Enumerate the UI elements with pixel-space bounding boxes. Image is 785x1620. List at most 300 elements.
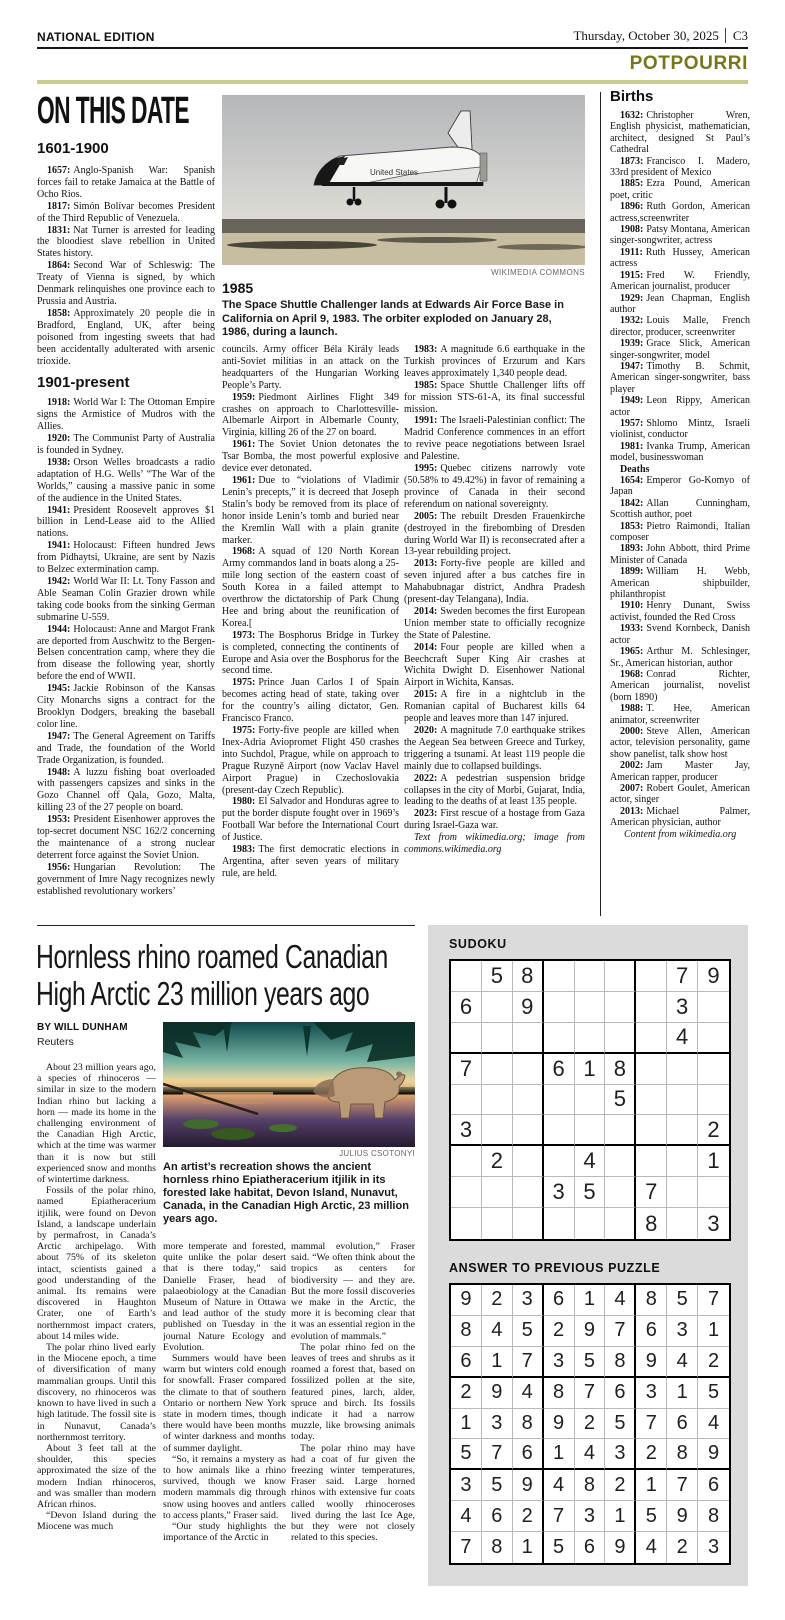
sudoku-cell: 8 <box>513 961 544 992</box>
death-text: Robert Goulet, American actor, singer <box>610 782 750 806</box>
death-entry: 1965: Arthur M. Schlesinger, Sr., American historian, author <box>610 646 750 669</box>
sudoku-cell: 8 <box>513 1409 544 1440</box>
sudoku-cell: 7 <box>482 1439 513 1470</box>
sudoku-cell: 4 <box>636 1532 667 1563</box>
sudoku-cell: 3 <box>513 1285 544 1316</box>
event-entry: 1945: Jackie Robinson of the Kansas City Monarchs signs a contract for the Brooklyn Dodgers, breaking the baseball color line. <box>37 683 215 730</box>
birth-text: Fred W. Friendly, American journalist, producer <box>610 269 750 293</box>
on-this-date-source-credit: Text from wikimedia.org; image from commons.wikimedia.org <box>404 832 585 856</box>
sudoku-cell: 7 <box>513 1347 544 1378</box>
event-text: Orson Welles broadcasts a radio adaptation of H.G. Wells’ “The War of the Worlds,” causing a massive panic in some of the audience in the United States. <box>37 456 215 504</box>
death-text: Pietro Raimondi, Italian composer <box>610 520 750 544</box>
sudoku-cell: 5 <box>544 1532 575 1563</box>
sudoku-cell <box>451 1208 482 1239</box>
sudoku-cell: 8 <box>636 1208 667 1239</box>
death-text: Emperor Go-Komyo of Japan <box>610 475 750 498</box>
event-text: The Bosphorus Bridge in Turkey is completed, connecting the continents of Europe and Asia over the Bosphorus for the second time. <box>222 629 399 677</box>
sudoku-cell: 5 <box>605 1409 636 1440</box>
sudoku-cell <box>544 1115 575 1146</box>
sudoku-cell <box>605 1146 636 1177</box>
sudoku-cell <box>575 1085 606 1116</box>
article-agency: Reuters <box>37 1036 74 1048</box>
paragraph-list <box>163 1241 286 1543</box>
sudoku-cell <box>544 1085 575 1116</box>
event-text: Sweden becomes the first European Union member state to officially recognize the State of Palestine. <box>404 605 585 641</box>
article-paragraph: “So, it remains a mystery as to how animals like a rhino survived, though we know modern mammals dig through snow using hooves and antlers to access plants,” Fraser said. <box>163 1453 286 1521</box>
sudoku-cell: 6 <box>544 1285 575 1316</box>
sudoku-cell <box>605 961 636 992</box>
birth-text: Ruth Hussey, American actress <box>610 246 750 270</box>
event-entry <box>222 344 399 392</box>
sudoku-cell <box>636 1085 667 1116</box>
sudoku-cell: 2 <box>544 1316 575 1347</box>
event-text: The General Agreement on Tariffs and Trade, the foundation of the World Trade Organization, is founded. <box>37 730 215 766</box>
birth-entry: 1915: Fred W. Friendly, American journalist, producer <box>610 269 750 293</box>
event-text: Forty-five people are killed when Inex-Adria Aviopromet Flight 450 crashes into Suchdol, Prague, while on approach to Prague Ruzyně Airport (now Vaclav Havel Airport Prague) in Czechoslovakia (present-day Czech Republic). <box>222 725 399 796</box>
event-text: A pedestrian suspension bridge collapses in the city of Morbi, Gujarat, India, leading to the deaths of at least 135 people. <box>404 772 585 808</box>
birth-text: Ivanka Trump, American model, businesswoman <box>610 440 750 464</box>
page-number: C3 <box>725 28 748 43</box>
sudoku-cell: 8 <box>451 1316 482 1347</box>
sudoku-cell <box>605 1115 636 1146</box>
sudoku-cell: 3 <box>544 1177 575 1208</box>
sudoku-cell: 4 <box>605 1285 636 1316</box>
event-entry: 1948: A luzzu fishing boat overloaded with passengers capsizes and sinks in the Gozo Channel off Qala, Gozo, Malta, killing 23 of the 27 people on board. <box>37 766 215 814</box>
sudoku-answer-title: ANSWER TO PREVIOUS PUZZLE <box>449 1261 661 1275</box>
sudoku-cell <box>667 1054 698 1085</box>
sudoku-cell <box>636 1146 667 1177</box>
sudoku-cell: 5 <box>636 1501 667 1532</box>
sudoku-cell: 2 <box>636 1439 667 1470</box>
sudoku-cell: 6 <box>482 1501 513 1532</box>
births-source-credit: Content from wikimedia.org <box>624 828 737 840</box>
death-entry: 1842: Allan Cunningham, Scottish author, poet <box>610 497 750 521</box>
headline-line-2: High Arctic 23 million years ago <box>36 975 370 1012</box>
sudoku-cell: 9 <box>482 1378 513 1409</box>
death-text: Jam Master Jay, American rapper, producer <box>610 760 750 783</box>
sudoku-cell: 3 <box>667 992 698 1023</box>
sudoku-cell: 3 <box>605 1439 636 1470</box>
sudoku-cell: 7 <box>667 961 698 992</box>
sudoku-cell: 5 <box>482 1470 513 1501</box>
event-text: Piedmont Airlines Flight 349 crashes on approach to Charlottesville-Albemarle Airport in Albemarle County, Virginia, killing 26 of the 27 on board. <box>222 391 399 439</box>
event-text: Prince Juan Carlos I of Spain becomes acting head of state, taking over for the country’s ailing dictator, Gen. Francisco Franco. <box>222 677 399 725</box>
sudoku-answer-grid <box>449 1283 731 1565</box>
sudoku-cell <box>605 992 636 1023</box>
event-text: Holocaust: Fifteen hundred Jews from Pidhaytsi, Ukraine, are sent by Nazis to Belzec extermination camp. <box>37 540 215 576</box>
event-text: Simón Bolívar becomes President of the Third Republic of Venezuela. <box>37 200 215 224</box>
death-text: Steve Allen, American actor, television personality, game show panelist, talk show host <box>610 725 750 760</box>
birth-text: Christopher Wren, English physicist, mathematician, architect, designed St Paul’s Cathedral <box>610 110 750 156</box>
death-entry: 1654: Emperor Go-Komyo of Japan <box>610 475 750 498</box>
sudoku-cell <box>513 1208 544 1239</box>
article-paragraph: Fossils of the polar rhino, named Epiatheracerium itjilik, were found on Devon Island, a landscape underlain by permafrost, in Canada’s Arctic archipelago. With about 75% of its skeleton intact, scientists gained a good understanding of the animal. Its remains were discovered in Haughton Crater, one of Earth’s northernmost impact craters, about 14 miles wide. <box>37 1185 156 1342</box>
event-entry: 1985: Space Shuttle Challenger lifts off for mission STS-61-A, its final successful mission. <box>404 379 585 415</box>
birth-text: Patsy Montana, American singer-songwriter, actress <box>610 224 750 247</box>
sudoku-cell: 8 <box>605 1054 636 1085</box>
birth-entry: 1929: Jean Chapman, English author <box>610 292 750 315</box>
event-text: El Salvador and Honduras agree to put the border dispute fought over in 1969’s Football War before the International Court of Justice. <box>222 796 399 844</box>
sudoku-cell: 4 <box>667 1347 698 1378</box>
on-this-date-column-2 <box>222 344 399 930</box>
event-entry: 1975: Forty-five people are killed when Inex-Adria Aviopromet Flight 450 crashes into Suchdol, Prague, while on approach to Prague Ruzyně Airport (now Vaclav Havel Airport Prague) in Czechoslovakia (present-day Czech Republic). <box>222 725 399 796</box>
sudoku-cell: 8 <box>698 1501 729 1532</box>
sudoku-cell <box>698 1085 729 1116</box>
event-text: President Eisenhower approves the top-secret document NSC 162/2 concerning the maintenance of a strong nuclear deterrent force against the Soviet Union. <box>37 814 215 861</box>
shuttle-photo-art <box>222 95 585 265</box>
sudoku-cell <box>636 961 667 992</box>
sudoku-cell: 9 <box>575 1316 606 1347</box>
death-text: William H. Webb, American shipbuilder, philanthropist <box>610 566 750 601</box>
sudoku-cell <box>698 1023 729 1054</box>
birth-entry: 1632: Christopher Wren, English physicist, mathematician, architect, designed St Paul’s Cathedral <box>610 110 750 156</box>
sudoku-cell: 7 <box>544 1501 575 1532</box>
event-entry: 1975: Prince Juan Carlos I of Spain becomes acting head of state, taking over for the country’s ailing dictator, Gen. Francisco Franco. <box>222 677 399 725</box>
article-column-3 <box>291 1241 415 1597</box>
rhino-art <box>163 1022 415 1147</box>
event-entry: 1920: The Communist Party of Australia is founded in Sydney. <box>37 433 215 457</box>
birth-entry: 1981: Ivanka Trump, American model, businesswoman <box>610 440 750 464</box>
event-entry: 1995: Quebec citizens narrowly vote (50.58% to 49.42%) in favor of remaining a province of Canada in their second referendum on national sovereignty. <box>404 463 585 510</box>
event-text: Anglo-Spanish War: Spanish forces fail to retake Jamaica at the Battle of Ocho Rios. <box>37 165 215 200</box>
births-column <box>610 88 750 918</box>
event-entry: 1983: The first democratic elections in Argentina, after seven years of military rule, are held. <box>222 844 399 879</box>
event-entry: 1956: Hungarian Revolution: The government of Imre Nagy recognizes newly established revolutionary workers’ <box>37 861 215 897</box>
sudoku-cell: 4 <box>667 1023 698 1054</box>
birth-entry: 1885: Ezra Pound, American poet, critic <box>610 178 750 201</box>
article-paragraph: About 3 feet tall at the shoulder, this species approximated the size of the modern Indian rhinoceros, and was smaller than modern African rhinos. <box>37 1442 156 1510</box>
sudoku-cell <box>667 1085 698 1116</box>
birth-text: Louis Malle, French director, producer, screenwriter <box>610 315 750 338</box>
photo-caption: The Space Shuttle Challenger lands at Edwards Air Force Base in California on April 9, 1983. The orbiter exploded on January 28, 1986, during a launch. <box>222 299 564 338</box>
event-entry: 1968: A squad of 120 North Korean Army commandos land in boats along a 25-mile long section of the eastern coast of South Korea in a failed attempt to overthrow the dictatorship of Park Chung Hee and bring about the reunification of Korea.[ <box>222 546 399 629</box>
sudoku-cell: 9 <box>544 1409 575 1440</box>
sudoku-cell <box>482 992 513 1023</box>
sudoku-cell <box>451 1085 482 1116</box>
event-entry: 1961: The Soviet Union detonates the Tsar Bomba, the most powerful explosive device ever detonated. <box>222 439 399 475</box>
sudoku-cell <box>605 1023 636 1054</box>
birth-text: Shlomo Mintz, Israeli violinist, conductor <box>610 417 750 441</box>
photo-caption-year: 1985 <box>222 280 254 296</box>
article-headline <box>36 938 388 1012</box>
sudoku-cell: 7 <box>636 1409 667 1440</box>
death-text: Allan Cunningham, Scottish author, poet <box>610 497 750 521</box>
sudoku-cell <box>667 1115 698 1146</box>
sudoku-cell: 5 <box>575 1177 606 1208</box>
sudoku-cell: 7 <box>451 1054 482 1085</box>
sudoku-cell: 5 <box>575 1347 606 1378</box>
sudoku-cell: 8 <box>482 1532 513 1563</box>
death-text: John Abbott, third Prime Minister of Canada <box>610 543 750 566</box>
sudoku-cell: 6 <box>575 1532 606 1563</box>
sudoku-cell: 3 <box>636 1378 667 1409</box>
on-this-date-column-3 <box>404 344 585 932</box>
article-paragraph: Summers would have been warm but winters cold enough for snowfall. Fraser compared the climate to that of southern Ontario or northern New York state in modern times, though there would have been months of winter darkness and months of summer daylight. <box>163 1353 286 1454</box>
sudoku-cell <box>605 1177 636 1208</box>
event-entry: 1918: World War I: The Ottoman Empire signs the Armistice of Mudros with the Allies. <box>37 397 215 433</box>
event-list <box>222 344 399 880</box>
sudoku-cell: 2 <box>451 1378 482 1409</box>
event-entry: 1817: Simón Bolívar becomes President of the Third Republic of Venezuela. <box>37 200 215 224</box>
death-entry: 1853: Pietro Raimondi, Italian composer <box>610 520 750 544</box>
birth-text: Ruth Gordon, American actress,screenwriter <box>610 201 750 224</box>
sudoku-cell: 8 <box>667 1439 698 1470</box>
death-entry: 1899: William H. Webb, American shipbuilder, philanthropist <box>610 566 750 601</box>
sudoku-cell <box>482 1115 513 1146</box>
rhino-art-image <box>163 1022 415 1147</box>
event-entry: 1980: El Salvador and Honduras agree to put the border dispute fought over in 1969’s Football War before the International Court of Justice. <box>222 796 399 844</box>
event-text: World War II: Lt. Tony Fasson and Able Seaman Colin Grazier drown while taking code books from the sinking German submarine U-559. <box>37 576 215 623</box>
death-text: Svend Kornbeck, Danish actor <box>610 623 750 646</box>
sudoku-cell: 8 <box>575 1470 606 1501</box>
sudoku-cell: 5 <box>667 1285 698 1316</box>
event-text: Second War of Schleswig: The Treaty of Vienna is signed, by which Denmark relinquishes one province each to Prussia and Austria. <box>37 260 215 307</box>
death-text: Henry Dunant, Swiss activist, founded the Red Cross <box>610 600 750 623</box>
sudoku-cell <box>698 1054 729 1085</box>
sudoku-cell: 2 <box>605 1470 636 1501</box>
event-entry: 2014: Four people are killed when a Beechcraft Super King Air crashes at Wichita Dwight D. Eisenhower National Airport in Wichita, Kansas. <box>404 641 585 689</box>
sudoku-puzzle-grid <box>449 959 731 1241</box>
birth-text: Francisco I. Madero, 33rd president of Mexico <box>610 155 750 179</box>
event-entry: 1941: Holocaust: Fifteen hundred Jews from Pidhaytsi, Ukraine, are sent by Nazis to Belzec extermination camp. <box>37 540 215 576</box>
article-paragraph: The polar rhino may have had a coat of fur given the freezing winter temperatures, Fraser said. Large horned rhinos with extensive fur coats called woolly rhinoceroses lived during the last Ice Age, but they were not closely related to this species. <box>291 1442 415 1544</box>
death-entry: 2013: Michael Palmer, American physician, author <box>610 805 750 829</box>
death-entry: 1893: John Abbott, third Prime Minister of Canada <box>610 543 750 566</box>
sudoku-cell: 4 <box>575 1439 606 1470</box>
event-text: Jackie Robinson of the Kansas City Monarchs signs a contract for the Brooklyn Dodgers, breaking the baseball color line. <box>37 683 215 730</box>
event-entry: 1953: President Eisenhower approves the top-secret document NSC 162/2 concerning the maintenance of a strong nuclear deterrent force against the Soviet Union. <box>37 814 215 861</box>
event-entry: 1864: Second War of Schleswig: The Treaty of Vienna is signed, by which Denmark relinquishes one province each to Prussia and Austria. <box>37 260 215 307</box>
article-paragraph: About 23 million years ago, a species of rhinoceros — similar in size to the modern Indian rhino but lacking a horn — made its home in the challenging environment of the Canadian High Arctic, which at the time was warmer than it is now but still experienced snow and months of wintertime darkness. <box>37 1062 156 1186</box>
deaths-heading: Deaths <box>620 463 650 475</box>
event-entry: 1991: The Israeli-Palestinian conflict: The Madrid Conference commences in an effort to revive peace negotiations between Israel and Palestine. <box>404 415 585 463</box>
sudoku-cell: 2 <box>482 1285 513 1316</box>
sudoku-cell: 7 <box>605 1316 636 1347</box>
sudoku-cell: 3 <box>451 1115 482 1146</box>
article-image-caption: An artist’s recreation shows the ancient hornless rhino Epiatheracerium itjilik in its forested lake habitat, Devon Island, Nunavut, Canada, in the Canadian High Arctic, 23 million years ago. <box>163 1161 409 1225</box>
edition-label: NATIONAL EDITION <box>37 30 155 44</box>
event-entry: 1947: The General Agreement on Tariffs and Trade, the foundation of the World Trade Organization, is founded. <box>37 730 215 766</box>
event-entry: 1959: Piedmont Airlines Flight 349 crashes on approach to Charlottesville-Albemarle Airport in Albemarle County, Virginia, killing 26 of the 27 on board. <box>222 391 399 439</box>
sudoku-cell: 1 <box>575 1285 606 1316</box>
sudoku-cell: 3 <box>707 1536 720 1559</box>
article-rule <box>37 925 415 926</box>
sudoku-cell <box>667 1146 698 1177</box>
sudoku-cell: 1 <box>698 1146 729 1177</box>
birth-entry: 1932: Louis Malle, French director, producer, screenwriter <box>610 315 750 338</box>
sudoku-cell <box>451 1023 482 1054</box>
birth-entry: 1957: Shlomo Mintz, Israeli violinist, conductor <box>610 417 750 441</box>
death-entry: 1933: Svend Kornbeck, Danish actor <box>610 623 750 646</box>
sudoku-cell: 2 <box>698 1347 729 1378</box>
event-entry: 2023: First rescue of a hostage from Gaza during Israel-Gaza war. <box>404 808 585 832</box>
sudoku-cell <box>451 1177 482 1208</box>
sudoku-cell: 5 <box>605 1085 636 1116</box>
event-entry: 1942: World War II: Lt. Tony Fasson and Able Seaman Colin Grazier drown while taking code books from the sinking German submarine U-559. <box>37 576 215 623</box>
era-heading-1601-1900: 1601-1900 <box>37 140 109 157</box>
article-paragraph: The polar rhino lived early in the Miocene epoch, a time of diversification of many mammalian groups. Until this discovery, no rhinoceros was known to have lived in such a high latitude. The fossil site is in Nunavut, Canada’s northernmost territory. <box>37 1342 156 1443</box>
death-entry: 1910: Henry Dunant, Swiss activist, founded the Red Cross <box>610 600 750 623</box>
event-text: The Soviet Union detonates the Tsar Bomba, the most powerful explosive device ever detonated. <box>222 439 399 475</box>
sudoku-cell <box>544 992 575 1023</box>
event-list <box>404 344 585 832</box>
sudoku-cell: 3 <box>482 1409 513 1440</box>
sudoku-cell <box>698 1177 729 1208</box>
sudoku-cell: 3 <box>575 1501 606 1532</box>
article-image-credit: JULIUS CSOTONYI <box>339 1149 415 1158</box>
event-text: A magnitude 7.0 earthquake strikes the Aegean Sea between Greece and Turkey, triggering a tsunami. At least 119 people die mainly due to collapsed buildings. <box>404 725 585 772</box>
birth-entry: 1939: Grace Slick, American singer-songwriter, model <box>610 338 750 361</box>
sudoku-cell <box>513 1085 544 1116</box>
shuttle-photo <box>222 95 585 265</box>
sudoku-cell: 3 <box>451 1470 482 1501</box>
article-column-1 <box>37 1062 156 1598</box>
headline-line-1: Hornless rhino roamed Canadian <box>36 938 388 975</box>
sudoku-cell: 1 <box>482 1347 513 1378</box>
sudoku-cell <box>513 1146 544 1177</box>
sudoku-cell: 6 <box>667 1409 698 1440</box>
article-paragraph: “Devon Island during the Miocene was much <box>37 1510 156 1533</box>
sudoku-cell <box>636 1054 667 1085</box>
event-text: Hungarian Revolution: The government of Imre Nagy recognizes newly established revolutionary workers’ <box>37 861 215 897</box>
event-entry: 1938: Orson Welles broadcasts a radio adaptation of H.G. Wells’ “The War of the Worlds,” causing a massive panic in some of the audience in the United States. <box>37 456 215 504</box>
section-title: POTPOURRI <box>629 53 748 74</box>
sudoku-cell: 9 <box>513 1470 544 1501</box>
event-text: Forty-five people are killed and seven injured after a bus catches fire in Mahabubnagar district, Andhra Pradesh (present-day Telangana), India. <box>404 558 585 606</box>
event-text: A squad of 120 North Korean Army commandos land in boats along a 25-mile long section of the eastern coast of South Korea in a failed attempt to overthrow the dictatorship of Park Chung Hee and bring about the reunification of Korea.[ <box>222 546 399 629</box>
sudoku-cell <box>482 1208 513 1239</box>
sudoku-cell <box>544 1023 575 1054</box>
sudoku-cell: 3 <box>707 1210 720 1236</box>
sudoku-panel <box>428 925 748 1586</box>
sudoku-cell: 1 <box>605 1501 636 1532</box>
sudoku-cell: 3 <box>544 1347 575 1378</box>
sudoku-cell <box>575 1208 606 1239</box>
sudoku-cell: 4 <box>513 1378 544 1409</box>
sudoku-cell <box>698 992 729 1023</box>
death-text: Michael Palmer, American physician, author <box>610 805 750 829</box>
event-entry: 1973: The Bosphorus Bridge in Turkey is completed, connecting the continents of Europe and Asia over the Bosphorus for the second time. <box>222 629 399 677</box>
event-text: The Communist Party of Australia is founded in Sydney. <box>37 433 215 457</box>
sudoku-cell: 2 <box>482 1146 513 1177</box>
sudoku-cell: 9 <box>513 992 544 1023</box>
sudoku-cell <box>482 1023 513 1054</box>
sudoku-cell: 5 <box>513 1316 544 1347</box>
on-this-date-title: ON THIS DATE <box>37 90 189 132</box>
event-text: A fire in a nightclub in the Romanian capital of Bucharest kills 64 people and leaves more than 147 injured. <box>404 689 585 725</box>
sudoku-cell: 7 <box>451 1532 482 1563</box>
birth-text: Ezra Pound, American poet, critic <box>610 178 750 201</box>
death-text: Arthur M. Schlesinger, Sr., American historian, author <box>610 646 750 669</box>
sudoku-cell <box>636 1023 667 1054</box>
death-entry: 2007: Robert Goulet, American actor, singer <box>610 782 750 806</box>
sudoku-cell <box>575 1023 606 1054</box>
sudoku-cell: 2 <box>575 1409 606 1440</box>
event-entry: 2015: A fire in a nightclub in the Romanian capital of Bucharest kills 64 people and leaves more than 147 injured. <box>404 689 585 725</box>
birth-entry: 1949: Leon Rippy, American actor <box>610 395 750 418</box>
births-heading: Births <box>610 88 654 105</box>
sudoku-cell: 2 <box>667 1532 698 1563</box>
sudoku-cell: 7 <box>575 1378 606 1409</box>
sudoku-cell <box>605 1208 636 1239</box>
event-entry: 2013: Forty-five people are killed and seven injured after a bus catches fire in Mahabubnagar district, Andhra Pradesh (present-day Telangana), India. <box>404 558 585 606</box>
sudoku-cell: 7 <box>698 1285 729 1316</box>
sudoku-cell: 7 <box>636 1177 667 1208</box>
article-paragraph: “Our study highlights the importance of the Arctic in <box>163 1521 286 1544</box>
birth-text: Jean Chapman, English author <box>610 292 750 315</box>
article-paragraph: The polar rhino fed on the leaves of trees and shrubs as it roamed a forest that, based on fossilized pollen at the site, featured pines, larch, alder, spruce and birch. Its fossils indicate it had a narrow muzzle, like browsing animals today. <box>291 1341 415 1443</box>
section-divider-bar <box>37 80 748 84</box>
death-entry: 2002: Jam Master Jay, American rapper, producer <box>610 760 750 783</box>
event-text: Four people are killed when a Beechcraft Super King Air crashes at Wichita Dwight D. Eisenhower National Airport in Wichita, Kansas. <box>404 641 585 689</box>
sudoku-cell: 6 <box>636 1316 667 1347</box>
event-entry: 1944: Holocaust: Anne and Margot Frank are deported from Auschwitz to the Bergen-Belsen concentration camp, where they die from disease the following year, shortly before the end of WWII. <box>37 623 215 683</box>
sudoku-cell: 6 <box>698 1470 729 1501</box>
sudoku-cell: 1 <box>513 1532 544 1563</box>
sudoku-cell <box>636 992 667 1023</box>
sudoku-cell <box>575 992 606 1023</box>
sudoku-cell <box>451 961 482 992</box>
paragraph-list <box>37 1062 156 1533</box>
sudoku-cell <box>667 1177 698 1208</box>
event-text: President Roosevelt approves $1 billion in Lend-Lease aid to the Allied nations. <box>37 504 215 540</box>
event-entry: 1983: A magnitude 6.6 earthquake in the Turkish provinces of Erzurum and Kars leaves approximately 1,340 people dead. <box>404 344 585 379</box>
sudoku-cell: 2 <box>698 1115 729 1146</box>
sudoku-cell: 8 <box>636 1285 667 1316</box>
sudoku-cell <box>451 1146 482 1177</box>
sudoku-cell: 5 <box>698 1378 729 1409</box>
births-list <box>610 110 750 464</box>
birth-text: Leon Rippy, American actor <box>610 395 750 418</box>
paragraph-list <box>291 1241 415 1543</box>
death-text: T. Hee, American animator, screenwriter <box>610 703 750 726</box>
event-entry: 2022: A pedestrian suspension bridge collapses in the city of Morbi, Gujarat, India, leading to the deaths of at least 135 people. <box>404 772 585 808</box>
death-entry: 2000: Steve Allen, American actor, television personality, game show panelist, talk show host <box>610 725 750 760</box>
event-text: Due to “violations of Vladimir Lenin’s precepts,” it is decreed that Joseph Stalin’s body be removed from its place of honor inside Lenin’s tomb and buried near the Kremlin Wall with a plain granite marker. <box>222 474 399 546</box>
death-entry: 1968: Conrad Richter, American journalist, novelist (born 1890) <box>610 668 750 703</box>
sudoku-cell: 3 <box>667 1316 698 1347</box>
sudoku-cell: 1 <box>667 1378 698 1409</box>
event-text: Holocaust: Anne and Margot Frank are deported from Auschwitz to the Bergen-Belsen concentration camp, where they die from disease the following year, shortly before the end of WWII. <box>37 623 215 683</box>
sudoku-cell <box>482 1054 513 1085</box>
sudoku-cell <box>544 961 575 992</box>
event-text: A magnitude 6.6 earthquake in the Turkish provinces of Erzurum and Kars leaves approximately 1,340 people dead. <box>404 344 585 379</box>
birth-entry: 1873: Francisco I. Madero, 33rd president of Mexico <box>610 155 750 179</box>
sudoku-cell <box>575 1115 606 1146</box>
sudoku-cell: 8 <box>605 1347 636 1378</box>
sudoku-cell: 4 <box>482 1316 513 1347</box>
event-text: The Israeli-Palestinian conflict: The Madrid Conference commences in an effort to revive peace negotiations between Israel and Palestine. <box>404 415 585 463</box>
event-entry: 2020: A magnitude 7.0 earthquake strikes the Aegean Sea between Greece and Turkey, triggering a tsunami. At least 119 people die mainly due to collapsed buildings. <box>404 725 585 772</box>
event-entry: 1858: Approximately 20 people die in Bradford, England, UK, after being poisoned from ingesting sweets that had been accidentally adulterated with arsenic trioxide. <box>37 307 215 367</box>
article-paragraph: mammal evolution,” Fraser said. “We often think about the tropics as centers for biodiversity — and they are. But the more fossil discoveries we make in the Arctic, the more it is becoming clear that it was an essential region in the evolution of mammals.” <box>291 1241 415 1342</box>
date-text: Thursday, October 30, 2025 <box>573 28 719 43</box>
event-text: councils. Army officer Béla Király leads anti-Soviet militias in an attack on the headquarters of the Hungarian Working People’s Party. <box>222 344 399 391</box>
sudoku-cell: 6 <box>544 1054 575 1085</box>
sudoku-cell: 8 <box>544 1378 575 1409</box>
event-text: The rebuilt Dresden Frauenkirche (destroyed in the firebombing of Dresden during World War II) is reconsecrated after a 13-year rebuilding project. <box>404 510 585 558</box>
sudoku-cell: 9 <box>636 1347 667 1378</box>
event-text: World War I: The Ottoman Empire signs the Armistice of Mudros with the Allies. <box>37 397 215 433</box>
event-entry: 1941: President Roosevelt approves $1 billion in Lend-Lease aid to the Allied nations. <box>37 504 215 540</box>
event-list <box>37 165 215 367</box>
sudoku-cell: 5 <box>451 1439 482 1470</box>
era-heading-1901-present: 1901-present <box>37 374 130 392</box>
event-entry: 2005: The rebuilt Dresden Frauenkirche (destroyed in the firebombing of Dresden during World War II) is reconsecrated after a 13-year rebuilding project. <box>404 510 585 558</box>
birth-entry: 1947: Timothy B. Schmit, American singer-songwriter, bass player <box>610 360 750 395</box>
sudoku-cell: 1 <box>698 1316 729 1347</box>
sudoku-cell: 4 <box>544 1470 575 1501</box>
